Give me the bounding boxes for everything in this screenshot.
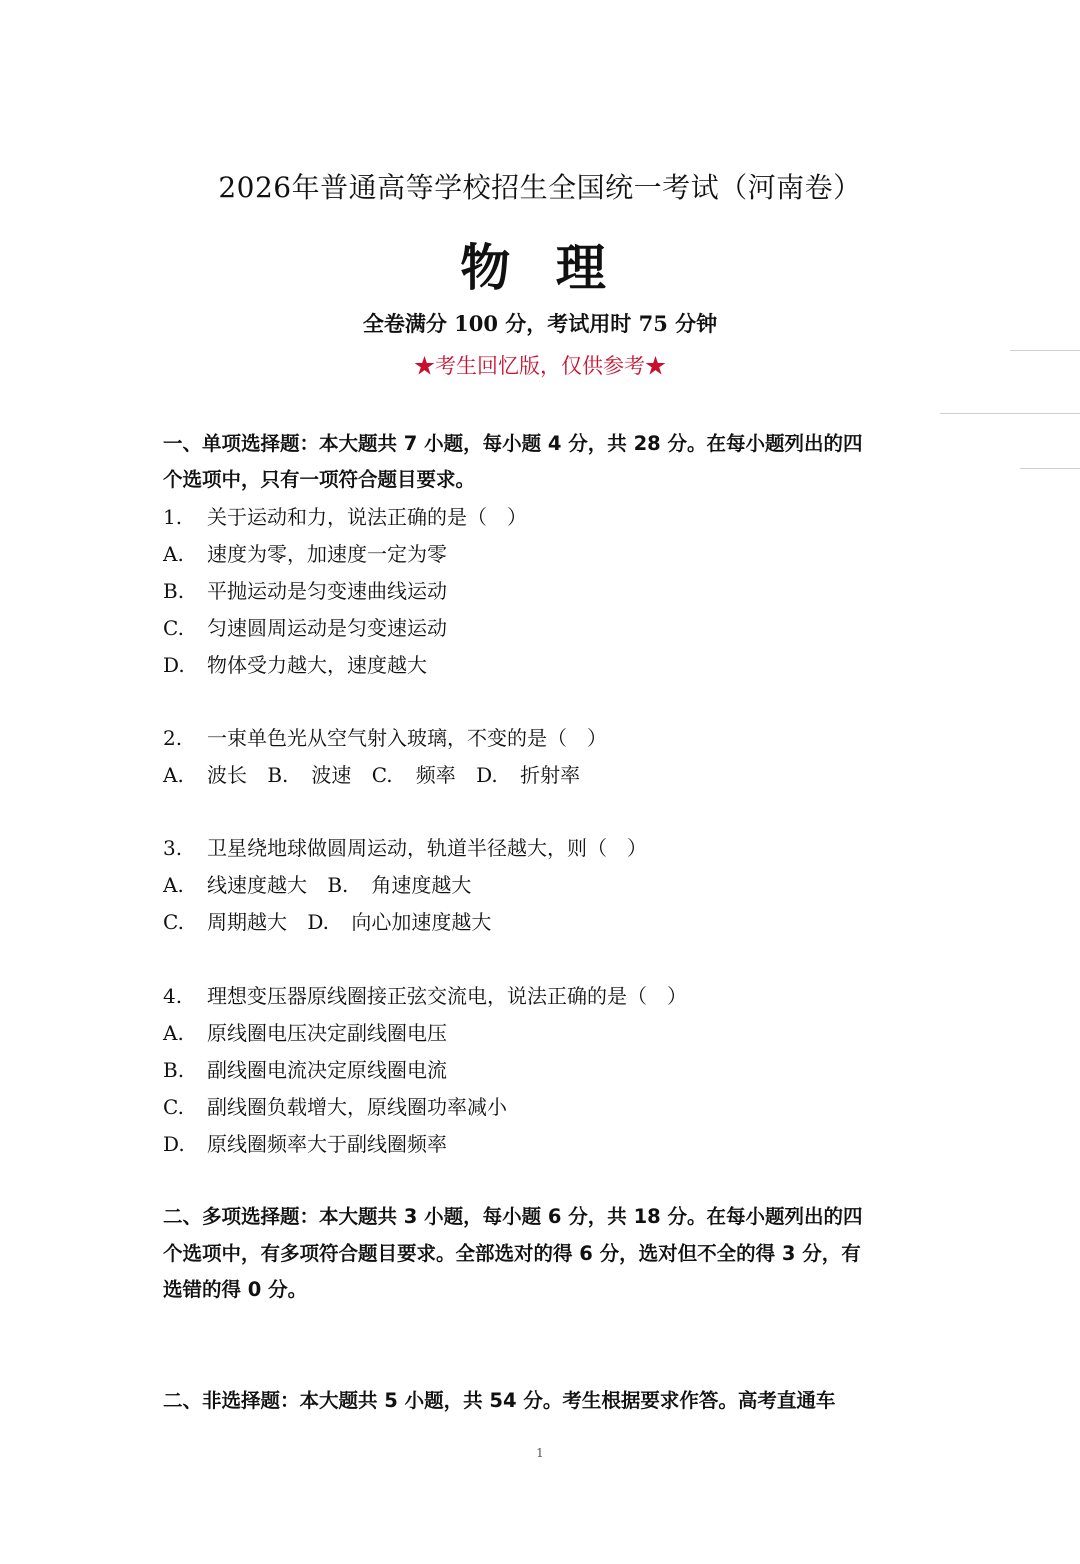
question-number: 2. bbox=[163, 726, 183, 750]
question-number: 4. bbox=[163, 984, 183, 1008]
section1-heading-line1: 一、单项选择题：本大题共 7 小题，每小题 4 分，共 28 分。在每小题列出的四 bbox=[163, 432, 863, 455]
section2-heading-line2: 个选项中，有多项符合题目要求。全部选对的得 6 分，选对但不全的得 3 分，有 bbox=[163, 1242, 861, 1265]
option-label: A. bbox=[163, 873, 184, 897]
option-text: 波速 bbox=[311, 763, 352, 787]
question-stem: 卫星绕地球做圆周运动，轨道半径越大，则（ ） bbox=[207, 836, 647, 860]
section2-heading-line3: 选错的得 0 分。 bbox=[163, 1278, 308, 1301]
option-label: D. bbox=[163, 653, 185, 677]
question-2 bbox=[163, 722, 607, 751]
q1-option-d bbox=[163, 649, 427, 678]
option-text: 原线圈频率大于副线圈频率 bbox=[207, 1132, 447, 1156]
score-info: 全卷满分 100 分，考试用时 75 分钟 bbox=[362, 311, 718, 336]
option-label: C. bbox=[163, 616, 184, 640]
question-number: 1. bbox=[163, 505, 183, 529]
q1-option-a bbox=[163, 538, 447, 567]
q4-option-a bbox=[163, 1017, 447, 1046]
scan-edge-mark bbox=[1020, 468, 1080, 469]
q1-option-c bbox=[163, 612, 447, 641]
q2-options bbox=[163, 759, 580, 788]
option-text: 平抛运动是匀变速曲线运动 bbox=[207, 579, 447, 603]
section1-heading-line2: 个选项中，只有一项符合题目要求。 bbox=[163, 468, 476, 491]
question-stem: 一束单色光从空气射入玻璃，不变的是（ ） bbox=[207, 726, 607, 750]
option-text: 副线圈负载增大，原线圈功率减小 bbox=[207, 1095, 507, 1119]
scan-edge-mark bbox=[940, 413, 1080, 414]
option-text: 副线圈电流决定原线圈电流 bbox=[207, 1058, 447, 1082]
question-stem: 关于运动和力，说法正确的是（ ） bbox=[207, 505, 527, 529]
option-label: B. bbox=[163, 579, 185, 603]
option-label: A. bbox=[163, 1021, 184, 1045]
option-text: 周期越大 bbox=[207, 910, 287, 934]
option-text: 物体受力越大，速度越大 bbox=[207, 653, 427, 677]
option-label: B. bbox=[327, 873, 349, 897]
option-label: A. bbox=[163, 763, 184, 787]
option-label: B. bbox=[267, 763, 289, 787]
option-label: D. bbox=[476, 763, 498, 787]
option-text: 速度为零，加速度一定为零 bbox=[207, 542, 447, 566]
option-text: 波长 bbox=[207, 763, 247, 787]
section2-heading-line1: 二、多项选择题：本大题共 3 小题，每小题 6 分，共 18 分。在每小题列出的四 bbox=[163, 1205, 863, 1228]
option-text: 向心加速度越大 bbox=[351, 910, 492, 934]
subject-title: 物 理 bbox=[460, 239, 620, 297]
option-label: A. bbox=[163, 542, 184, 566]
q4-option-d bbox=[163, 1128, 447, 1157]
memory-version-note: ★考生回忆版，仅供参考★ bbox=[414, 354, 666, 378]
question-3 bbox=[163, 832, 647, 861]
option-text: 匀速圆周运动是匀变速运动 bbox=[207, 616, 447, 640]
option-label: D. bbox=[163, 1132, 185, 1156]
scan-edge-mark bbox=[1010, 350, 1080, 351]
option-label: D. bbox=[307, 910, 330, 934]
section3-heading: 二、非选择题：本大题共 5 小题，共 54 分。考生根据要求作答。高考直通车 bbox=[163, 1389, 836, 1412]
q1-option-b bbox=[163, 575, 447, 604]
question-number: 3. bbox=[163, 836, 183, 860]
page-number: 1 bbox=[536, 1446, 544, 1460]
option-label: C. bbox=[163, 910, 184, 934]
exam-title: 2026年普通高等学校招生全国统一考试（河南卷） bbox=[218, 171, 862, 204]
question-stem: 理想变压器原线圈接正弦交流电，说法正确的是（ ） bbox=[207, 984, 687, 1008]
q4-option-b bbox=[163, 1054, 447, 1083]
option-text: 折射率 bbox=[520, 763, 581, 787]
option-label: C. bbox=[371, 763, 393, 787]
question-4 bbox=[163, 980, 687, 1009]
q3-options-cd bbox=[163, 906, 491, 935]
option-label: C. bbox=[163, 1095, 184, 1119]
option-text: 原线圈电压决定副线圈电压 bbox=[207, 1021, 447, 1045]
option-text: 频率 bbox=[415, 763, 456, 787]
option-text: 线速度越大 bbox=[207, 873, 307, 897]
option-label: B. bbox=[163, 1058, 185, 1082]
question-1 bbox=[163, 501, 527, 530]
q4-option-c bbox=[163, 1091, 507, 1120]
q3-options-ab bbox=[163, 869, 471, 898]
option-text: 角速度越大 bbox=[371, 873, 472, 897]
